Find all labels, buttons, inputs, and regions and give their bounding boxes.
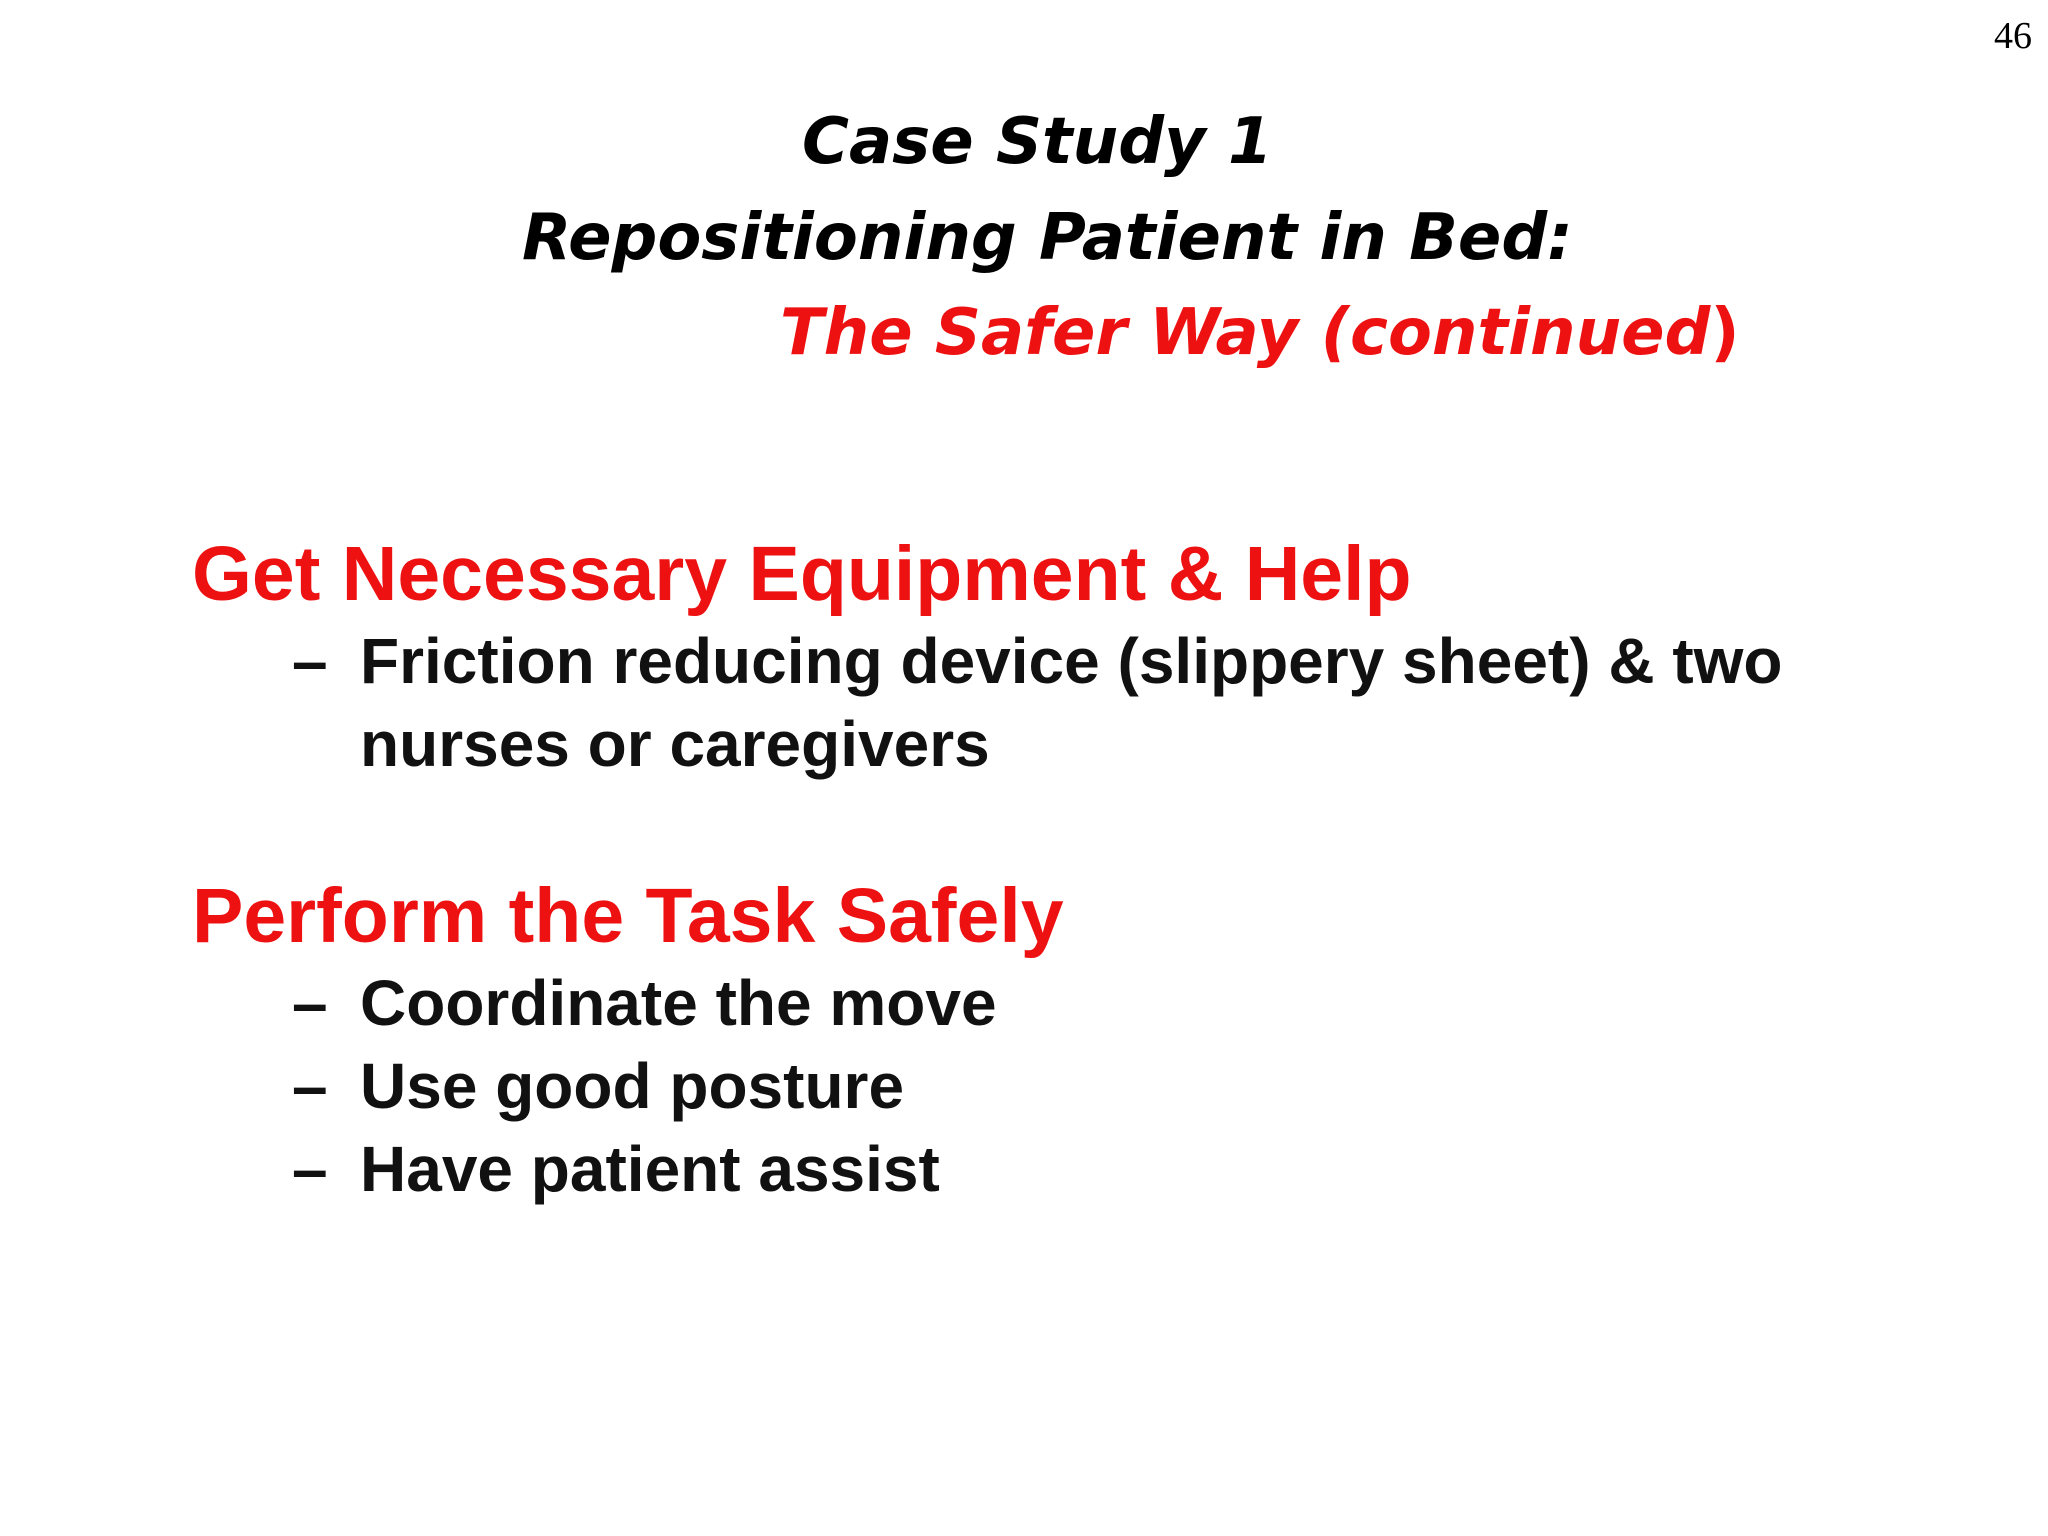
list-item-text: Friction reducing device (slippery sheet) & two nurses or caregivers xyxy=(360,625,1783,780)
list-item-text: Use good posture xyxy=(360,1050,905,1122)
title-line-1: Case Study 1 xyxy=(802,105,1273,179)
page-number: 46 xyxy=(1994,15,2032,57)
list-item xyxy=(0,1045,2048,1128)
list-item xyxy=(0,1128,2048,1211)
dash-bullet: – xyxy=(292,625,328,697)
title-line-3 xyxy=(780,296,1740,370)
title-line-3-main: The Safer Way (continued xyxy=(780,296,1711,370)
dash-bullet: – xyxy=(292,1050,328,1122)
list-item xyxy=(0,620,2048,786)
section-heading-equipment: Get Necessary Equipment & Help xyxy=(192,531,1412,617)
section-heading-perform: Perform the Task Safely xyxy=(192,873,1064,959)
dash-bullet: – xyxy=(292,1133,328,1205)
perform-list xyxy=(0,962,2048,1211)
list-item-text: Coordinate the move xyxy=(360,967,997,1039)
list-item xyxy=(0,962,2048,1045)
title-line-3-paren: ) xyxy=(1710,296,1740,370)
equipment-list xyxy=(0,620,2048,786)
dash-bullet: – xyxy=(292,967,328,1039)
title-line-2: Repositioning Patient in Bed: xyxy=(522,201,1573,275)
list-item-text: Have patient assist xyxy=(360,1133,940,1205)
